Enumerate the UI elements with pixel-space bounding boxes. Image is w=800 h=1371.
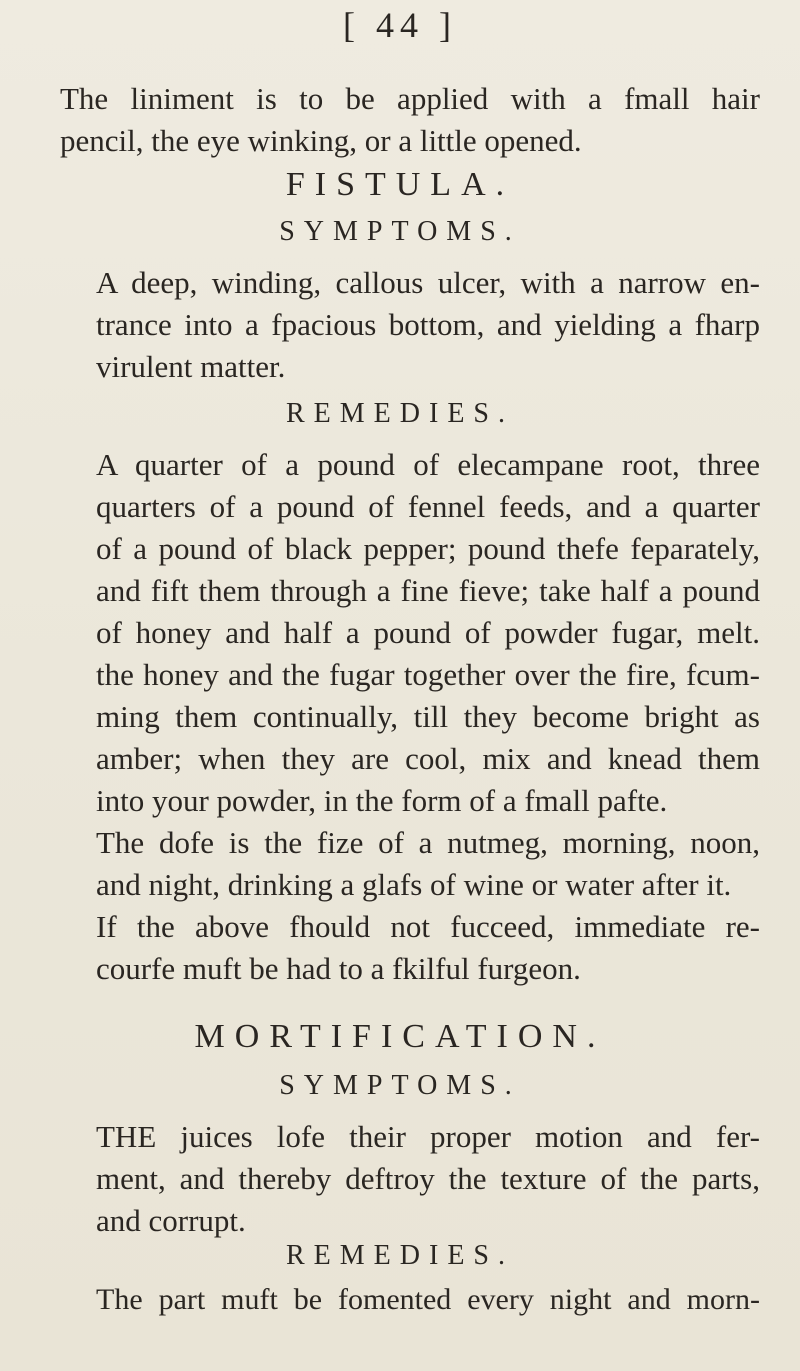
- text-line: The part muft be fomented every night and morn-: [96, 1283, 760, 1316]
- text-line: virulent matter.: [96, 349, 286, 384]
- text-line: into your powder, in the form of a fmall pafte.: [96, 783, 668, 818]
- text-line: and corrupt.: [96, 1203, 246, 1238]
- text-line: and fift them through a fine fieve; take half a pound: [96, 573, 760, 608]
- text-line: trance into a fpacious bottom, and yielding a fharp: [96, 307, 760, 342]
- text-line: the honey and the fugar together over the fire, fcum-: [96, 657, 760, 692]
- text-line: amber; when they are cool, mix and knead them: [96, 741, 760, 776]
- fistula-symptoms-paragraph: [60, 262, 760, 388]
- fistula-failure-paragraph: [60, 906, 760, 990]
- page-number: [ 44 ]: [343, 5, 457, 45]
- text-line: pencil, the eye winking, or a little opened.: [60, 123, 582, 158]
- mortification-title: MORTIFICATION.: [194, 1018, 606, 1055]
- text-line: of a pound of black pepper; pound thefe feparately,: [96, 531, 760, 566]
- fistula-dose-paragraph: [60, 822, 760, 906]
- text-line: and night, drinking a glafs of wine or water after it.: [96, 867, 732, 902]
- text-line: The liniment is to be applied with a fmall hair: [60, 81, 760, 116]
- mortification-remedies-paragraph: [60, 1283, 760, 1316]
- text-line: A deep, winding, callous ulcer, with a narrow en-: [96, 265, 760, 300]
- text-line: If the above fhould not fucceed, immediate re-: [96, 909, 760, 944]
- mortification-symptoms-heading: SYMPTOMS.: [279, 1070, 521, 1101]
- text-line: courfe muft be had to a fkilful furgeon.: [96, 951, 581, 986]
- fistula-remedies-paragraph: [60, 444, 760, 822]
- fistula-remedies-heading: REMEDIES.: [286, 398, 514, 429]
- text-line: ment, and thereby deftroy the texture of the parts,: [96, 1161, 760, 1196]
- text-line: The dofe is the fize of a nutmeg, morning, noon,: [96, 825, 760, 860]
- intro-paragraph: [60, 78, 760, 162]
- fistula-symptoms-heading: SYMPTOMS.: [279, 216, 521, 247]
- text-line: THE juices lofe their proper motion and fer-: [96, 1119, 760, 1154]
- text-line: quarters of a pound of fennel feeds, and a quarter: [96, 489, 760, 524]
- fistula-title: FISTULA.: [285, 166, 515, 203]
- text-line: A quarter of a pound of elecampane root, three: [96, 447, 760, 482]
- text-line: ming them continually, till they become bright as: [96, 699, 760, 734]
- mortification-remedies-heading: REMEDIES.: [286, 1240, 514, 1271]
- text-line: of honey and half a pound of powder fugar, melt.: [96, 615, 760, 650]
- mortification-symptoms-paragraph: [60, 1116, 760, 1242]
